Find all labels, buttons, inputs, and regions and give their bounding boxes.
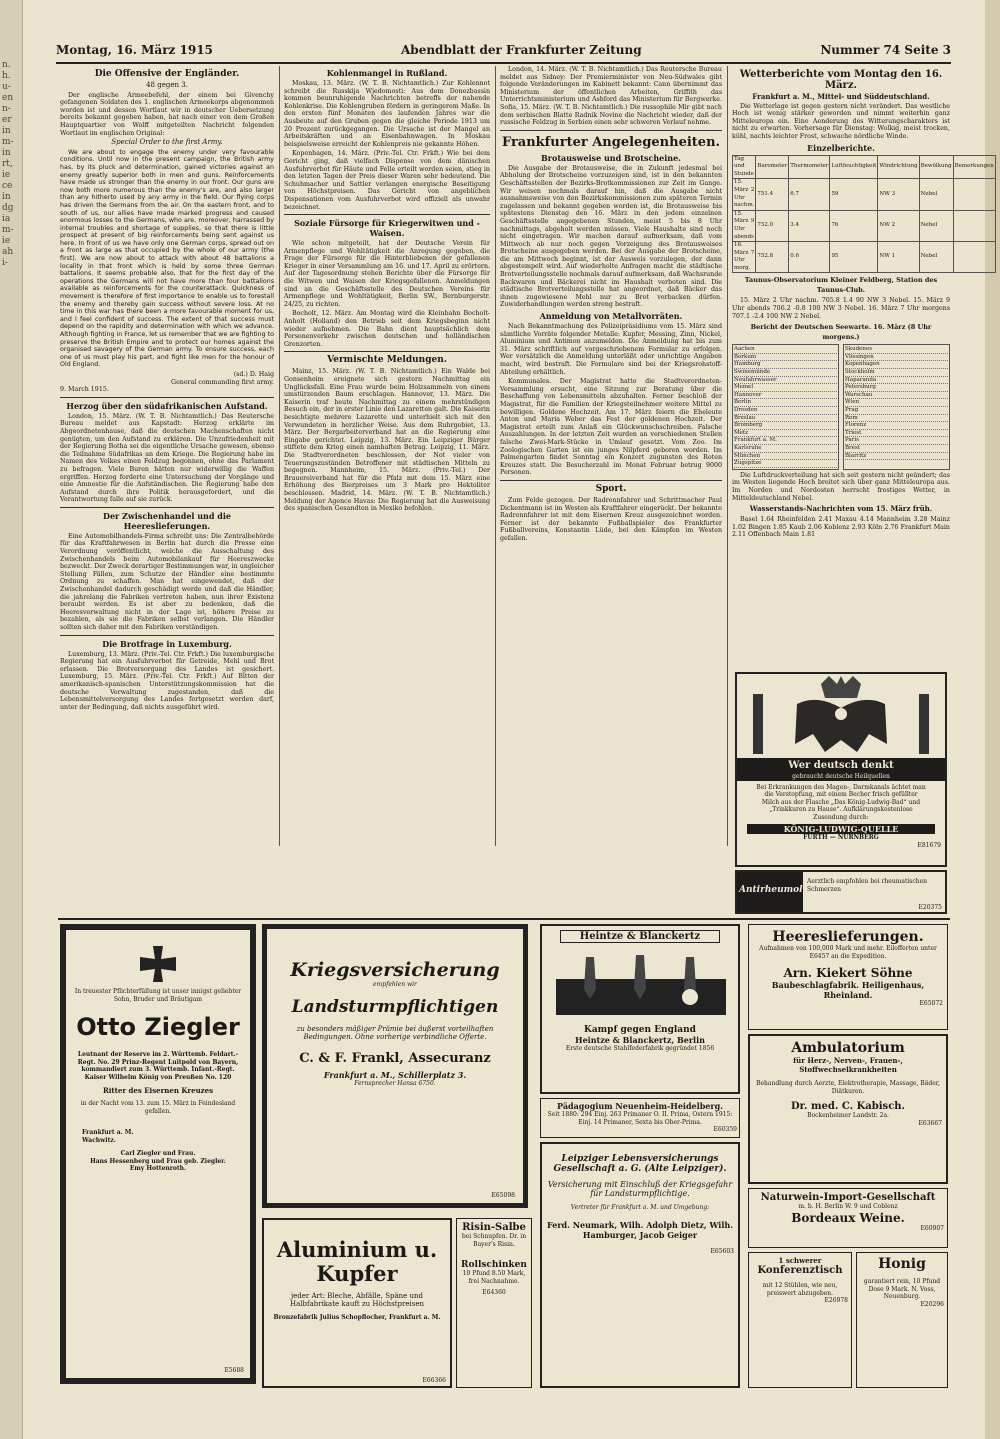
ad-quelle-slogan: Wer deutsch denkt: [737, 758, 945, 773]
article-text: London, 15. März. (W. T. B. Nichtamtlich.) Das Reutersche Bureau meldet aus Kapstadt: Herzog erklärte im Abgeordnetenhause, daß die deutschen Machenschaften nicht genügten, um den Aufstand zu erklären. Die Unzufriedenheit mit der Regierung Botha sei die eigentliche Ursache gewesen, ebenso die Teilnahme Südafrikas an dem Kriege. Die Regierung habe im Namen des Volkes einen Feldzug begonnen, ohne das Parlament zu befragen. Viele Buren hätten nur widerwillig die Waffen ergriffen. Herzog forderte eine Untersuchung der Vorgänge und eine Amnestie für die Aufständischen. Die Regierung habe den Aufstand durch ihre Politik herausgefordert, und die Verantwortung falle auf sie zurück.: [60, 412, 274, 504]
ad-code: E64360: [482, 1289, 506, 1296]
ad-leipziger-sub: Versicherung mit Einschluß der Kriegsgefahr für Landsturmpflichtige.: [547, 1180, 733, 1198]
station-row: Hamburg: [734, 361, 837, 369]
ad-code: E65072: [919, 1000, 943, 1007]
masthead-date: Montag, 16. März 1915: [56, 43, 213, 57]
article-text: Mainz, 15. März. (W. T. B. Nichtamtlich.) Ein Walde bei Gonsenheim ereignete sich gestern Nachmittag ein Unglücksfall. Eine Frau wurde beim Holzsammeln von einem umstürzenden Baum erschlagen. Hannover, 13. März. Die Kaiserin traf heute Nachmittag zu einem mehrstündigen Besuch ein, der in erster Linie den Lazaretten galt. Die Kaiserin besichtigte mehrere Lazarette und unterhielt sich mit den Verwundeten in herzlicher Weise. Aus dem Ruhrgebiet, 13. März. Der Bergarbeiterverband hat an die Regierung eine Eingabe gerichtet. Leipzig, 13. März. Ein Leipziger Bürger stiftete dem Krieg einen namhaften Betrag. Leipzig, 11. März. Die Stadtverordneten beschlossen, der Not vieler von Teuerungszuständen Betroffener mit städtischen Mitteln zu begegnen. Mannheim, 15. März. (Priv.-Tel.) Der Brauereiverband hat für die Pfalz mit dem 15. März eine Erhöhung des Bierpreises um 3 Mark pro Hektoliter beschlossen. Madrid, 14. März. (W. T. B. Nichtamtlich.) Meldung der Agence Havas: Die Regierung hat die Ausweisung des spanischen Gesandten in Mexiko befohlen.: [284, 368, 490, 513]
ad-heintze-firm: Heintze & Blanckertz, Berlin: [575, 1035, 705, 1045]
table-row: 16. März 7 Uhr morg. 752.8 0.6 95 NW 1 Nebel: [733, 242, 996, 273]
ad-heereslieferungen: [748, 924, 948, 1030]
eagle-crown-icon: [737, 674, 945, 754]
station-row: Skudenes: [845, 346, 948, 354]
ad-konf-line: 1 schwerer: [778, 1256, 822, 1265]
ad-code: E20375: [918, 903, 942, 911]
station-table: [732, 344, 950, 470]
station-row: Stockholm: [845, 369, 948, 377]
ad-kv-text: zu besonders mäßiger Prämie bei äußerst vorteilhaften Bedingungen. Ohne vorherige verbindliche Offerte.: [296, 1024, 494, 1041]
weather-text: Die Wetterlage ist gegen gestern nicht verändert. Das westliche Hoch ist wenig stärker geworden und nimmt weiterhin ganz Mitteleuropa ein. Eine Aenderung des Witterungscharakters ist nicht zu erwarten. Vorhersage für Dienstag: Wolkig, meist trocken, kühl, nachts leichter Frost, schwache nördliche Winde.: [732, 102, 950, 140]
taunus-text: 15. März 2 Uhr nachm. 705.8 1.4 90 NW 3 Nebel. 15. März 9 Uhr abends 706.2 -0.8 100 NW 3 Nebel. 16. März 7 Uhr morgens 707.1 -2.4 100 NW 2 Nebel.: [732, 297, 950, 320]
date-line: 9. March 1915.: [60, 386, 109, 394]
ad-honig-title: Honig: [878, 1256, 926, 1272]
station-row: Berlin: [734, 399, 837, 407]
article-text: Nach Bekanntmachung des Polizeipräsidiums vom 15. März sind sämtliche Vorräte folgender Metalle: Kupfer, Messing, Zinn, Nickel, Aluminium und Antimon anzumelden. Die Anmeldung hat bis zum 31. März schriftlich auf vorgeschriebenem Formular zu erfolgen. Wer vorsätzlich die Anmeldung unterläßt oder unrichtige Angaben macht, wird bestraft. Die Formulare sind bei der Kriegsrohstoff-Abteilung erhältlich.: [500, 323, 722, 376]
ad-code: E20296: [920, 1300, 944, 1308]
ad-ambulatorium: [748, 1034, 948, 1184]
column-rule: [495, 66, 496, 846]
article-text: Die Ausgabe der Brotausweise, die in Zukunft jedesmal bei Abholung der Brotscheine vorzuzeigen sind, ist in den bekannten Geschäftsstellen der Bezirks-Brotkommissionen zur Zeit im Gange. Wir weisen nochmals darauf hin, daß die Ausgabe nicht ausnahmsweise von den Bezirkskommissionen zum späteren Termin zugelassen und bekannt gegeben worden ist, die Brotausweise bis spätestens Dienstag den 16. März in den jedem einzelnen Geschäftsstelle angegebenen Stunden, meist 5 bis 8 Uhr nachmittags, abgeholt werden müssen. Viele Haushalte sind noch nicht eingetragen. Wir machen darauf aufmerksam, daß vom Mittwoch ab nur noch gegen Vorzeigung des Brotausweises Brotscheine ausgegeben werden. Bei der Ausgabe der Brotscheine, die am Mittwoch beginnt, ist der Ausweis vorzulegen, der dann abgestempelt wird. Auf wiederholte Anfragen macht die städtische Brotverteilungsstelle nochmals darauf aufmerksam, daß Wachsrunde Backwaren und Bäckerei nicht im Haushalt verboten sind. Die städtische Brotverteilungsstelle hat angeordnet, daß Bäcker das ihnen zugewiesene Mehl nur zu Brot verbacken dürfen. Zuwiderhandlungen werden streng bestraft.: [500, 164, 722, 309]
ad-ambul-doctor: Dr. med. C. Kabisch.: [790, 1101, 906, 1112]
masthead-paper: Abendblatt der Frankfurter Zeitung: [401, 43, 642, 57]
column-3: [500, 66, 722, 846]
station-row: Dresden: [734, 407, 837, 415]
section-sport: Sport.: [595, 483, 627, 494]
ad-risin-text: bei Schnupfen. Dr. in Bayer's Risin.: [461, 1233, 527, 1248]
article-text: Kopenhagen, 14. März. (Priv.-Tel. Ctr. Frkft.) Wie bei dem Gericht ging, daß vielfach Dispense von dem dänischen Ausfuhrverbot für Häute und Felle erteilt worden seien, stieg in den letzten Tagen der Preis dieser Waren sehr bedeutend. Die Schuhmacher und Sattler verlangen energische Beseitigung von Höchstpreisen. Das Gericht von angeblichen Dispensationen vom Ausfuhrverbot wird offiziell als unwahr bezeichnet.: [284, 150, 490, 211]
ad-natur-product: Bordeaux Weine.: [791, 1210, 905, 1225]
station-row: Metz: [734, 430, 837, 438]
subheadline-offensive: 48 gegen 3.: [146, 81, 188, 89]
station-row: Florenz: [845, 422, 948, 430]
article-text-english: We are about to engage the enemy under very favourable conditions. Until now in the present campaign, the British army has, by its pluck and determination, gained victories against an enemy greatly superior both in men and guns. Reinforcements have made us stronger than the enemy in our front. Our guns are now both more numerous than the enemy's are, and also larger than any hitherto used by any army in the field. Our flying corps has driven the Germans from the air. On the eastern front, and to south of us, our allies have made marked progress and caused enormous losses to the Germans, who are, moreover, harrassed by internal troubles and shortage of supplies, so that there is little prospect at present of big reinforcements being sent against us here. In front of us we have only one German corps, spread out on a front as large as that occupied by the whole of our army (the first). We are now about to attack with about 48 battalions a locality in that front which is held by some three German battalions. It seems probable also, that for the first day of the operations the Germans will not have more than four battalions available as reinforcements for the counterattack. Quickness of movement is therefore of first importance to enable us to forestall the enemy and thereby gain success without severe loss. At no time in this war has there been a more favourable moment for us, and I feel confident of success. The extent of that success must depend on the rapidity and determination with which we advance. Although fighting in France, let us remember that we are fighting to preserve the British Empire and to protect our homes against the organised savagery of the German army. To ensure success, each one of us must play his part, and fight like men for the honour of Old England.: [60, 148, 274, 369]
signature: (sd.) D. Haig: [233, 370, 274, 378]
headline-fuersorge: Soziale Fürsorge für Kriegerwitwen und -Waisen.: [294, 218, 480, 239]
headline-einzelberichte: Einzelberichte.: [807, 142, 875, 153]
ad-leipziger-agents: Vertreter für Frankfurt a. M. und Umgebung:: [570, 1204, 710, 1211]
obituary-place: Frankfurt a. M. Wachwitz.: [82, 1129, 134, 1144]
ad-honig-text: garantiert rein, 10 Pfund Dose 9 Mark. N. Voss, Neuenburg.: [863, 1278, 941, 1300]
ad-ambul-title: Ambulatorium: [791, 1040, 905, 1056]
ad-paed-title: Pädagogium Neuenheim-Heidelberg.: [557, 1101, 723, 1111]
ad-code: E60359: [713, 1126, 737, 1133]
ad-antirheumol-text: Aerztlich empfohlen bei rheumatischen Schmerzen: [807, 878, 927, 893]
ad-antirheumol: [735, 870, 947, 914]
headline-brotfrage: Die Brotfrage in Luxemburg.: [102, 638, 232, 649]
ad-risin-salbe: [456, 1218, 532, 1388]
station-row: Memel: [734, 384, 837, 392]
ad-paed-text: Seit 1880: 294 Einj. 263 Primaner O. II. Prima, Ostern 1915: Einj. 14 Primaner, Sexta bis Ober-Prima.: [547, 1111, 733, 1126]
ad-paedagogium: [540, 1098, 740, 1138]
obituary-family: Carl Ziegler und Frau. Hans Hessenberg und Frau geb. Ziegler. Emy Hottenroth.: [90, 1150, 226, 1172]
station-list-foreign: [843, 344, 950, 470]
ad-code: E63667: [918, 1119, 942, 1127]
station-row: Paris: [845, 437, 948, 445]
ad-kv-title: Kriegsversicherung: [290, 959, 500, 981]
headline-weather: Wetterberichte vom Montag den 16. März.: [739, 69, 943, 91]
obituary-rank: Leutnant der Reserve im 2. Württemb. Feldart.-Regt. No. 29 Prinz-Regent Luitpold von Bayern, kommandiert zum 3. Württemb. Infant.-Regt. Kaiser Wilhelm König von Preußen No. 120: [77, 1051, 239, 1081]
column-rule: [279, 66, 280, 846]
ad-ambul-text: Behandlung durch Aerzte, Elektrotherapie, Massage, Bäder, Diätkuren.: [756, 1080, 940, 1095]
iron-cross-icon: [138, 944, 178, 984]
ad-kriegsversicherung: [262, 924, 528, 1208]
ad-natur-sub: m. b. H. Berlin W. 9 und Coblenz: [798, 1203, 898, 1210]
ad-risin-title: Risin-Salbe: [462, 1222, 526, 1233]
ad-leipziger-names: Ferd. Neumark, Wilh. Adolph Dietz, Wilh. Hamburger, Jacob Geiger: [547, 1219, 733, 1240]
ad-naturwein: [748, 1188, 948, 1248]
column-rule: [727, 66, 728, 846]
ad-kv-phone: Fernsprecher Hansa 6750.: [354, 1079, 436, 1087]
ads-separator: [58, 918, 950, 920]
station-row: Zugspitze: [734, 460, 837, 468]
ad-heeres-sub: Baubeschlagfabrik. Heiligenhaus, Rheinland.: [771, 980, 925, 1000]
ad-quelle-place: FÜRTH — NÜRNBERG: [803, 834, 879, 841]
article-text: Der englische Armeebefehl, der einem bei Givenchy gefangenen Soldaten des 1. englischen Armeekorps abgenommen worden ist und dessen Wortlaut wir in deutscher Uebersetzung bereits bekannt gegeben haben, hat nach einer von dem Großen Hauptquartier von Wolff mitgeteilten Nachricht folgenden Wortlaut im englischen Original:: [60, 91, 274, 137]
headline-taunus: Taunus-Observatorium Kleiner Feldberg, Station des Taunus-Club.: [744, 276, 938, 295]
station-row: Wien: [845, 399, 948, 407]
article-text: Moskau, 13. März. (W. T. B. Nichtamtlich.) Zur Kohlennot schreibt die Russkija Wjedomosti: Aus dem Donezbassin kommen beunruhigende Nachrichten betreffs der nahende Kohlenkrise. Die Kohlengruben fördern in geringerem Maße. In den ersten fünf Monaten des laufenden Jahres war die Ausbeute auf den Gruben gegen die gleiche Periode 1913 um 20 Prozent zurückgegangen. Die Ursache ist der Mangel an Arbeitskräften und an Eisenbahnwagen. In Moskau beispielsweise erreicht der Kohlenpreis nie gekannte Höhen.: [284, 80, 490, 148]
ad-koenig-ludwig-quelle: [735, 672, 947, 867]
station-row: Bromberg: [734, 422, 837, 430]
column-4-weather: [732, 66, 994, 666]
headline-seewarte: Bericht der Deutschen Seewarte. 16. März (8 Uhr morgens.): [750, 323, 932, 342]
headline-herzog: Herzog über den südafrikanischen Aufstand.: [66, 400, 268, 411]
ad-code: E26978: [824, 1297, 848, 1304]
station-row: Prag: [845, 407, 948, 415]
station-row: Rom: [845, 415, 948, 423]
station-row: Swinemünde: [734, 369, 837, 377]
ad-code: E60907: [920, 1224, 944, 1232]
ad-alu-text: jeder Art: Bleche, Abfälle, Späne und Halbfabrikate kauft zu Höchstpreisen: [289, 1292, 424, 1308]
station-row: Warschau: [845, 392, 948, 400]
obituary-death: in der Nacht vom 13. zum 15. März in Feindesland gefallen.: [80, 1100, 236, 1115]
obituary-ritter: Ritter des Eisernen Kreuzes: [102, 1086, 214, 1095]
station-row: Frankfurt a. M.: [734, 437, 837, 445]
headline-brotausweise: Brotausweise und Brotscheine.: [541, 152, 681, 163]
ad-aluminium-kupfer: [262, 1218, 452, 1388]
ad-natur-title: Naturwein-Import-Gesellschaft: [760, 1192, 936, 1203]
ad-leipziger-lebensversicherung: [540, 1142, 740, 1388]
ad-risin-title2: Rollschinken: [461, 1260, 527, 1270]
masthead: [56, 40, 951, 64]
ad-obituary-ziegler: [60, 924, 256, 1384]
headline-offensive: Die Offensive der Engländer.: [94, 69, 240, 79]
subheadline-weather: Frankfurt a. M., Mittel- und Süddeutschland.: [752, 92, 930, 101]
order-title: Special Order to the first Army.: [111, 138, 223, 147]
headline-wasserstand: Wasserstands-Nachrichten vom 15. März früh.: [749, 504, 933, 514]
ad-kv-sub: empfehlen wir: [373, 981, 417, 988]
obituary-name: Otto Ziegler: [76, 1013, 240, 1041]
headline-kohlenmangel: Kohlenmangel in Rußland.: [326, 68, 448, 78]
section-frankfurt: Frankfurter Angelegenheiten.: [501, 134, 721, 150]
station-row: München: [734, 453, 837, 461]
pen-nibs-icon: [546, 949, 736, 1019]
ad-heeres-firm: Arn. Kiekert Söhne: [783, 966, 913, 980]
ad-antirheumol-brand: Antirheumol: [737, 872, 803, 912]
station-row: Biarritz: [845, 453, 948, 461]
ad-code: E66366: [422, 1376, 446, 1384]
ad-ambul-addr: Bockenheimer Landstr. 2a.: [807, 1112, 889, 1119]
station-list-germany: [732, 344, 839, 470]
ad-heeres-title: Heereslieferungen.: [772, 929, 924, 945]
station-row: Petersburg: [845, 384, 948, 392]
table-row: 15. März 2 Uhr nachm. 751.4 6.7 59 NW 3 Nebel: [733, 179, 996, 210]
ad-quelle-brand: KÖNIG-LUDWIG-QUELLE: [747, 824, 935, 834]
masthead-issue: Nummer 74 Seite 3: [820, 43, 951, 57]
article-text: Zum Felde gezogen. Der Radrennfahrer und Schrittmacher Paul Dickentmann ist im Westen als Kraftfahrer eingerückt. Der bekannte Radrennfahrer ist mit dem Eisernen Kreuz ausgezeichnet worden. Ferner ist der bekannte Fußballspieler des Frankfurter Fußballvereins, Konstantin Lüde, bei den Kämpfen im Westen gefallen.: [500, 496, 722, 542]
ad-code: E5688: [224, 1366, 244, 1374]
weather-table: [732, 155, 996, 274]
ad-alu-firm: Bronzefabrik Julius Schopflocher, Frankfurt a. M.: [273, 1314, 441, 1321]
article-text: Kommunales. Der Magistrat hatte die Stadtverordneten-Versammlung ersucht, eine Sitzung zur Beratung über die Beschaffung von Lebensmitteln abzuhalten. Ferner beschloß der Magistrat, für die Familien der Kriegsteilnehmer weitere Mittel zu bewilligen. Goldene Hochzeit. Am 17. März feiern die Eheleute Anton und Maria Weber das Fest der goldenen Hochzeit. Der Magistrat erteilt zum Anlaß ein Glückwunschschreiben. Falsche Auszahlungen. In der letzten Zeit wurden an verschiedenen Stellen falsche Zwei-Mark-Stücke in Umlauf gesetzt. Vom Zoo. Im Zoologischen Garten ist ein junges Nilpferd geboren worden. Im Palmengarten findet Sonntag ein Konzert zugunsten des Roten Kreuzes statt. Die Besucherzahl im Monat Februar betrug 9000 Personen.: [500, 378, 722, 477]
ad-heintze-blanckertz: [540, 924, 740, 1094]
ad-heintze-desc: Erste deutsche Stahlfederfabrik gegründet 1856: [565, 1045, 715, 1052]
ad-code: E65603: [710, 1247, 734, 1255]
ad-ambul-sub: für Herz-, Nerven-, Frauen-, Stoffwechselkrankheiten: [793, 1056, 903, 1074]
ad-alu-title: Aluminium u. Kupfer: [276, 1237, 438, 1286]
ad-code: E65098: [491, 1191, 515, 1199]
headline-vermischte: Vermischte Meldungen.: [327, 355, 447, 366]
ad-konf-title: Konferenztisch: [757, 1265, 843, 1276]
column-1: [60, 66, 274, 846]
station-row: Haparanda: [845, 377, 948, 385]
column-2: [284, 66, 490, 846]
station-row: Breslau: [734, 415, 837, 423]
table-row: 15. März 9 Uhr abends 752.0 3.4 76 NW 2 Nebel: [733, 210, 996, 241]
signature-title: General commanding first army.: [171, 378, 274, 386]
station-row: Neufahrwasser: [734, 377, 837, 385]
ad-quelle-slogan2: gebraucht deutsche Heilquellen: [737, 773, 945, 781]
ad-kv-addr: Frankfurt a. M., Schillerplatz 3.: [323, 1069, 467, 1080]
ad-quelle-body: Bei Erkrankungen des Magen-, Darmkanals ächtet man die Verstopfung, mit einem Becher frisch gefüllter Milch aus der Flasche „Das König-Ludwig-Bad“ und „Trinkkuren zu Hause“. Aufklärungskostenlose Zusendung durch:: [756, 783, 926, 821]
headline-metallvorraete: Anmeldung von Metallvorräten.: [539, 311, 683, 322]
ad-risin-text2: 10 Pfund 8.50 Mark, frei Nachnahme.: [462, 1270, 526, 1285]
station-row: Karlsruhe: [734, 445, 837, 453]
ad-heintze-title: Heintze & Blanckertz: [560, 930, 720, 943]
station-row: Aachen: [734, 346, 837, 354]
station-row: Kopenhagen: [845, 361, 948, 369]
station-row: Borkum: [734, 354, 837, 362]
left-page-edge: n. h. u- en n- er in m- in rt, ie ce in dg ia m- ie ah i-: [0, 0, 23, 1439]
station-row: Triest: [845, 430, 948, 438]
wasserstand-text: Basel 1.64 Rheinfelden 2.41 Maxau 4.14 Mannheim 3.28 Mainz 1.02 Bingen 1.85 Kaub 2.06 Koblenz 2.93 Köln 2.76 Frankfurt Main 2.11 Offenbach Main 1.81: [732, 516, 950, 539]
ad-heintze-slogan: Kampf gegen England: [584, 1025, 696, 1035]
ad-leipziger-title: Leipziger Lebensversicherungs Gesellschaft a. G. (Alte Leipziger).: [553, 1154, 727, 1174]
ad-kv-firm: C. & F. Frankl, Assecuranz: [299, 1050, 491, 1066]
headline-zwischenhandel: Der Zwischenhandel und die Heereslieferungen.: [103, 510, 231, 531]
article-text: London, 14. März. (W. T. B. Nichtamtlich.) Das Reutersche Bureau meldet aus Sidney: Der Premierminister von Neu-Südwales gibt folgende Veränderungen im Kabinett bekannt: Cann übernimmt das Ministerium der öffentlichen Arbeiten, Griffith das Unterrichtsministerium und Ashford das Ministerium für Bergwerke. Sofia, 15. März. (W. T. B. Nichtamtlich.) Die russophile Mir gibt nach dem serbischen Blatte Radnik Novine die Nachricht wieder, daß der russische Feldzug in Serbien einen sehr schweren Verlauf nehme.: [500, 66, 722, 127]
article-text: Bocholt, 12. März. Am Montag wird die Kleinbahn Bocholt-Anholt (Holland) den Betrieb seit dem Kriegsbeginn nicht wieder aufnehmen. Die Bahn dient hauptsächlich dem Personenverkehr zwischen deutschen und holländischen Grenzorten.: [284, 310, 490, 348]
ad-kv-target: Landsturmpflichtigen: [291, 996, 499, 1017]
ad-konferenztisch: [748, 1252, 852, 1388]
ad-heeres-text: Aufnahmen von 100,000 Mark und mehr. Eilofferten unter E6457 an die Expedition.: [759, 945, 937, 960]
ad-honig: [856, 1252, 948, 1388]
station-row: Hannover: [734, 392, 837, 400]
article-text: Luxemburg, 13. März. (Priv.-Tel. Ctr. Frkft.) Die luxemburgische Regierung hat ein Ausfuhrverbot für Getreide, Mehl und Brot erlassen. Die Brotversorgung des Landes ist gesichert. Luxemburg, 15. März. (Priv.-Tel. Ctr. Frkft.) Auf Bitten der amerikanisch-spanischen Unterstützungskommission hat die deutsche Verwaltung zugestanden, daß die Lebensmittelversorgung des Landes fortgesetzt werden darf, unter der Bedingung, daß nichts ausgeführt wird.: [60, 650, 274, 711]
ad-konf-text: mit 12 Stühlen, wie neu, preiswert abzugeben.: [762, 1282, 838, 1297]
seewarte-text: Die Luftdruckverteilung hat sich seit gestern nicht geändert; das im Westen liegende Hoch breitet sich über ganz Mitteleuropa aus. Im Norden und Nordosten herrscht frostiges Wetter, in Mitteldeutschland Nebel.: [732, 471, 950, 502]
article-text: Wie schon mitgeteilt, hat der Deutsche Verein für Armenpflege und Wohltätigkeit die Anregung gegeben, die Frage der Fürsorge für die Hinterbliebenen der gefallenen Krieger in einer Versammlung am 16. und 17. April zu erörtern. Auf der Tagesordnung stehen Berichte über die Fürsorge für die Witwen und Waisen der Kriegsgefallenen. Anmeldungen sind an die Geschäftsstelle des Deutschen Vereins für Armenpflege und Wohltätigkeit, Berlin SW., Bernburgerstr. 24/25, zu richten.: [284, 240, 490, 308]
station-row: Vlissingen: [845, 354, 948, 362]
article-text: Eine Automobilhandels-Firma schreibt uns: Die Zentralbehörde für das Kraftfahrwesen in Berlin hat durch die Presse eine Verordnung veröffentlicht, welche die Ausschaltung des Zwischenhandels beim Automobilankauf für Heereszwecke bezweckt. Der Zweck derartiger Bestimmungen war, in ungleicher Stellung Fällen, zum Schutze der Händler eine bestimmte Ordnung zu schaffen. Man hat eingewendet, daß der Zwischenhandel dadurch geschädigt werde und daß die Händler, die jahrelang die Fabriken vertreten haben, nun ihrer Existenz beraubt werden. Es ist aber zu bedenken, daß die Heeresverwaltung nicht in der Lage ist, höhere Preise zu bezahlen, als sie die Fabriken selbst verlangen. Die Händler sollten sich daher mit den Fabriken verständigen.: [60, 532, 274, 631]
ad-code: E81679: [917, 841, 941, 849]
table-header-row: Tag und Stunde Barometer Thermometer Luftfeuchtigkeit Windrichtung Bewölkung Bemerkungen: [733, 155, 996, 179]
station-row: Brest: [845, 445, 948, 453]
obituary-intro: In treuester Pflichterfüllung ist unser innigst geliebter Sohn, Bruder und Bräutigam: [74, 988, 242, 1003]
